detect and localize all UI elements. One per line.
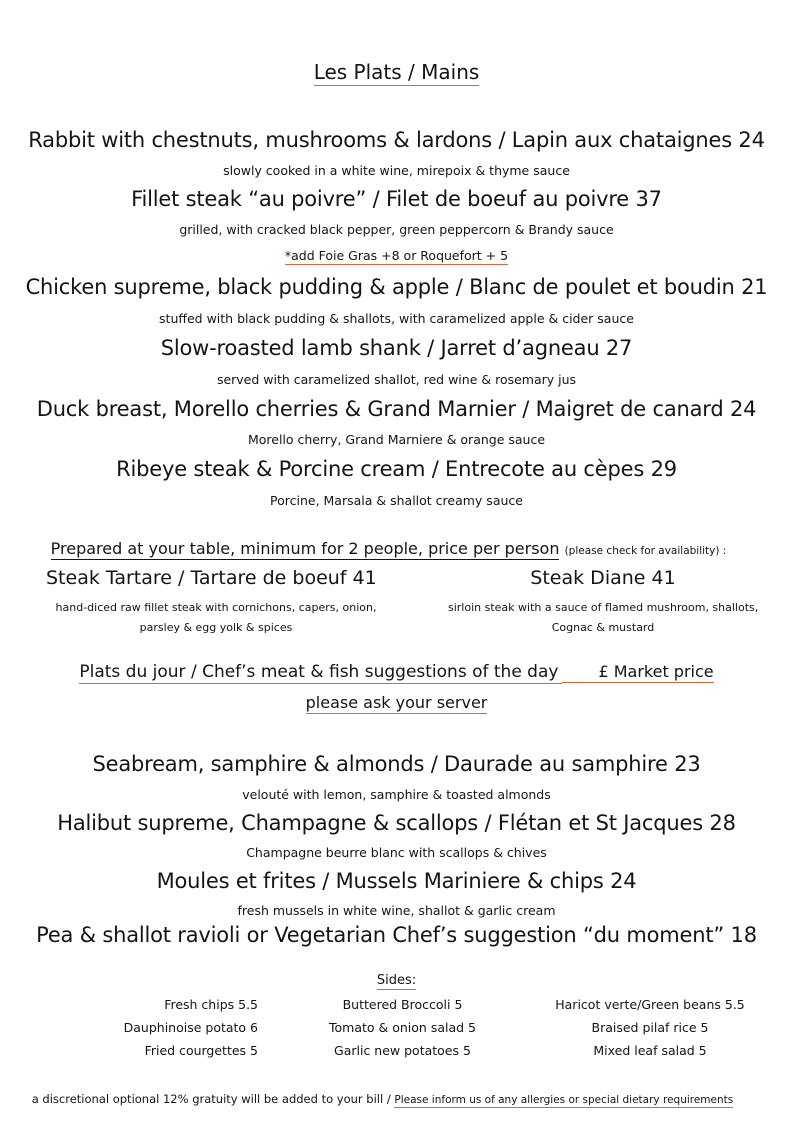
- dish-lamb-shank-desc: served with caramelized shallot, red wine & rosemary jus: [216, 372, 577, 387]
- footer: [0, 1092, 779, 1106]
- side-fresh-chips: Fresh chips 5.5: [164, 997, 258, 1012]
- dish-seabream: Seabream, samphire & almonds / Daurade au samphire 23: [92, 752, 701, 776]
- dish-moules: Moules et frites / Mussels Mariniere & chips 24: [156, 869, 637, 893]
- dish-fillet-steak-extra: *add Foie Gras +8 or Roquefort + 5: [284, 248, 509, 263]
- dish-halibut-desc: Champagne beurre blanc with scallops & chives: [246, 845, 547, 860]
- side-dauphinoise: Dauphinoise potato 6: [123, 1020, 258, 1035]
- gratuity-note: a discretional optional 12% gratuity will be added to your bill /: [31, 1092, 391, 1106]
- side-pilaf-rice: Braised pilaf rice 5: [591, 1020, 709, 1035]
- page-title: Les Plats / Mains: [313, 60, 480, 84]
- dish-ravioli: Pea & shallot ravioli or Vegetarian Chef’s suggestion “du moment” 18: [36, 923, 757, 947]
- dish-ribeye: Ribeye steak & Porcine cream / Entrecote au cèpes 29: [116, 457, 677, 481]
- dish-chicken-supreme: Chicken supreme, black pudding & apple / Blanc de poulet et boudin 21: [25, 275, 768, 299]
- steak-tartare-name: Steak Tartare / Tartare de boeuf 41: [46, 567, 377, 589]
- plats-du-jour-title: Plats du jour / Chef’s meat & fish suggestions of the day £ Market price: [79, 662, 714, 682]
- side-broccoli: Buttered Broccoli 5: [342, 997, 463, 1012]
- dish-halibut: Halibut supreme, Champagne & scallops / Flétan et St Jacques 28: [57, 811, 736, 835]
- side-fried-courgettes: Fried courgettes 5: [144, 1043, 258, 1058]
- steak-diane-name: Steak Diane 41: [530, 567, 676, 589]
- steak-tartare-desc-1: hand-diced raw fillet steak with cornichons, capers, onion,: [55, 601, 377, 614]
- ask-server: please ask your server: [305, 693, 488, 712]
- dish-rabbit: Rabbit with chestnuts, mushrooms & lardons / Lapin aux chataignes 24: [28, 128, 765, 152]
- dish-moules-desc: fresh mussels in white wine, shallot & garlic cream: [237, 903, 556, 918]
- steak-diane-desc-1: sirloin steak with a sauce of flamed mushroom, shallots,: [448, 601, 759, 614]
- side-tomato-salad: Tomato & onion salad 5: [329, 1020, 476, 1035]
- dish-fillet-steak-desc: grilled, with cracked black pepper, green peppercorn & Brandy sauce: [179, 222, 614, 237]
- dish-duck-breast-desc: Morello cherry, Grand Marniere & orange sauce: [247, 432, 546, 447]
- side-garlic-potatoes: Garlic new potatoes 5: [334, 1043, 471, 1058]
- side-mixed-salad: Mixed leaf salad 5: [593, 1043, 707, 1058]
- steak-diane-desc-2: Cognac & mustard: [551, 621, 655, 634]
- dish-rabbit-desc: slowly cooked in a white wine, mirepoix & thyme sauce: [223, 163, 570, 178]
- dish-ribeye-desc: Porcine, Marsala & shallot creamy sauce: [270, 493, 523, 508]
- sides-title: Sides:: [376, 973, 417, 988]
- dish-lamb-shank: Slow-roasted lamb shank / Jarret d’agneau 27: [160, 336, 633, 360]
- dish-duck-breast: Duck breast, Morello cherries & Grand Marnier / Maigret de canard 24: [36, 397, 757, 421]
- dish-fillet-steak: Fillet steak “au poivre” / Filet de boeuf au poivre 37: [131, 187, 662, 211]
- dish-chicken-supreme-desc: stuffed with black pudding & shallots, with caramelized apple & cider sauce: [159, 311, 634, 326]
- allergy-note: Please inform us of any allergies or special dietary requirements: [394, 1094, 734, 1106]
- table-section-title: Prepared at your table, minimum for 2 people, price per person (please check for availability) :: [50, 539, 727, 558]
- dish-seabream-desc: velouté with lemon, samphire & toasted almonds: [242, 787, 551, 802]
- steak-tartare-desc-2: parsley & egg yolk & spices: [139, 621, 293, 634]
- side-green-beans: Haricot verte/Green beans 5.5: [555, 997, 745, 1012]
